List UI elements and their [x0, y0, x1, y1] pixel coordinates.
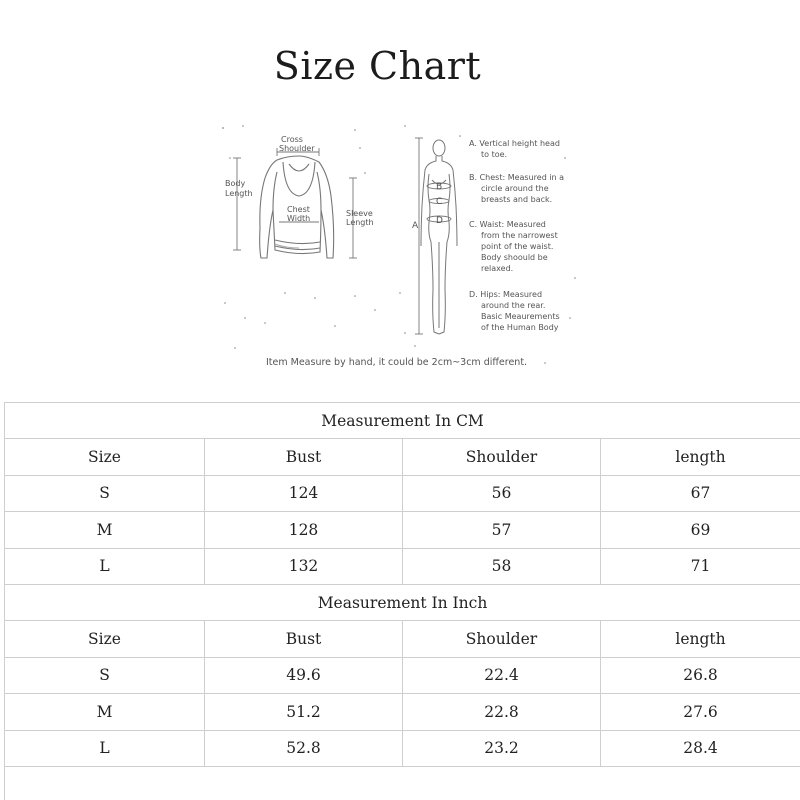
inch-length-cell: 28.4 [601, 730, 800, 766]
cm-col-size: Size [5, 439, 205, 475]
svg-text:B. Chest: Measured in a: B. Chest: Measured in a [469, 173, 565, 182]
table-row [5, 730, 800, 766]
inch-size-cell: S [5, 657, 205, 693]
cm-heading-row [5, 403, 800, 439]
cm-col-length: length [601, 439, 800, 475]
inch-size-cell: L [5, 730, 205, 766]
cm-size-cell: L [5, 548, 205, 584]
inch-heading-row [5, 584, 800, 620]
inch-header-row [5, 621, 800, 657]
svg-text:breasts and back.: breasts and back. [481, 195, 553, 204]
cm-bust-cell: 132 [205, 548, 403, 584]
page-title: Size Chart [273, 44, 482, 88]
svg-text:relaxed.: relaxed. [481, 264, 514, 273]
svg-text:circle around the: circle around the [481, 184, 549, 193]
shirt-labels [225, 135, 374, 227]
inch-length-cell: 26.8 [601, 657, 800, 693]
body-drawing [421, 140, 457, 334]
sleeve-length-label-2: Length [346, 218, 374, 227]
cm-header-row [5, 439, 800, 475]
marker-d: D [436, 216, 443, 226]
table-row [5, 657, 800, 693]
body-length-label-2: Length [225, 189, 253, 198]
inch-col-size: Size [5, 621, 205, 657]
svg-text:point of the waist.: point of the waist. [481, 242, 554, 251]
marker-a: A [412, 221, 419, 231]
table-row [5, 512, 800, 548]
svg-text:A. Vertical height head: A. Vertical height head [469, 139, 560, 148]
inch-size-cell: M [5, 694, 205, 730]
body-markers [412, 182, 443, 231]
cm-shoulder-cell: 58 [403, 548, 601, 584]
inch-col-shoulder: Shoulder [403, 621, 601, 657]
marker-c: C [436, 197, 443, 207]
marker-b: B [436, 182, 443, 192]
cm-heading: Measurement In CM [5, 403, 800, 439]
sleeve-length-label-1: Sleeve [346, 209, 373, 218]
measurement-illustration [215, 118, 585, 380]
svg-text:of the Human Body: of the Human Body [481, 323, 559, 332]
svg-text:to toe.: to toe. [481, 150, 508, 159]
shirt-dimension-lines [233, 148, 357, 258]
cm-size-cell: S [5, 475, 205, 511]
measurement-note: Item Measure by hand, it could be 2cm~3cm different. [266, 357, 528, 368]
cm-length-cell: 71 [601, 548, 800, 584]
inch-length-cell: 27.6 [601, 694, 800, 730]
table-row [5, 548, 800, 584]
chest-width-label-1: Chest [287, 205, 310, 214]
cm-shoulder-cell: 57 [403, 512, 601, 548]
svg-text:from the narrowest: from the narrowest [481, 231, 558, 240]
cross-shoulder-label-2: Shoulder [279, 144, 315, 153]
inch-col-bust: Bust [205, 621, 403, 657]
inch-shoulder-cell: 22.4 [403, 657, 601, 693]
cross-shoulder-label-1: Cross [281, 135, 303, 144]
table-row [5, 475, 800, 511]
cm-size-cell: M [5, 512, 205, 548]
inch-col-length: length [601, 621, 800, 657]
svg-text:C. Waist: Measured: C. Waist: Measured [469, 220, 546, 229]
svg-text:D. Hips: Measured: D. Hips: Measured [469, 290, 543, 299]
inch-heading: Measurement In Inch [5, 584, 800, 620]
inch-bust-cell: 51.2 [205, 694, 403, 730]
svg-text:around the rear.: around the rear. [481, 301, 546, 310]
chest-width-label-2: Width [287, 214, 311, 223]
cm-col-bust: Bust [205, 439, 403, 475]
body-length-label-1: Body [225, 179, 246, 188]
cm-length-cell: 69 [601, 512, 800, 548]
cm-length-cell: 67 [601, 475, 800, 511]
inch-shoulder-cell: 23.2 [403, 730, 601, 766]
svg-text:Body shoould be: Body shoould be [481, 253, 548, 262]
inch-bust-cell: 52.8 [205, 730, 403, 766]
cm-bust-cell: 124 [205, 475, 403, 511]
inch-bust-cell: 49.6 [205, 657, 403, 693]
legend-text [469, 139, 564, 332]
cm-shoulder-cell: 56 [403, 475, 601, 511]
svg-text:Basic Meaurements: Basic Meaurements [481, 312, 560, 321]
size-tables [4, 402, 800, 767]
inch-shoulder-cell: 22.8 [403, 694, 601, 730]
cm-col-shoulder: Shoulder [403, 439, 601, 475]
cm-bust-cell: 128 [205, 512, 403, 548]
table-row [5, 694, 800, 730]
